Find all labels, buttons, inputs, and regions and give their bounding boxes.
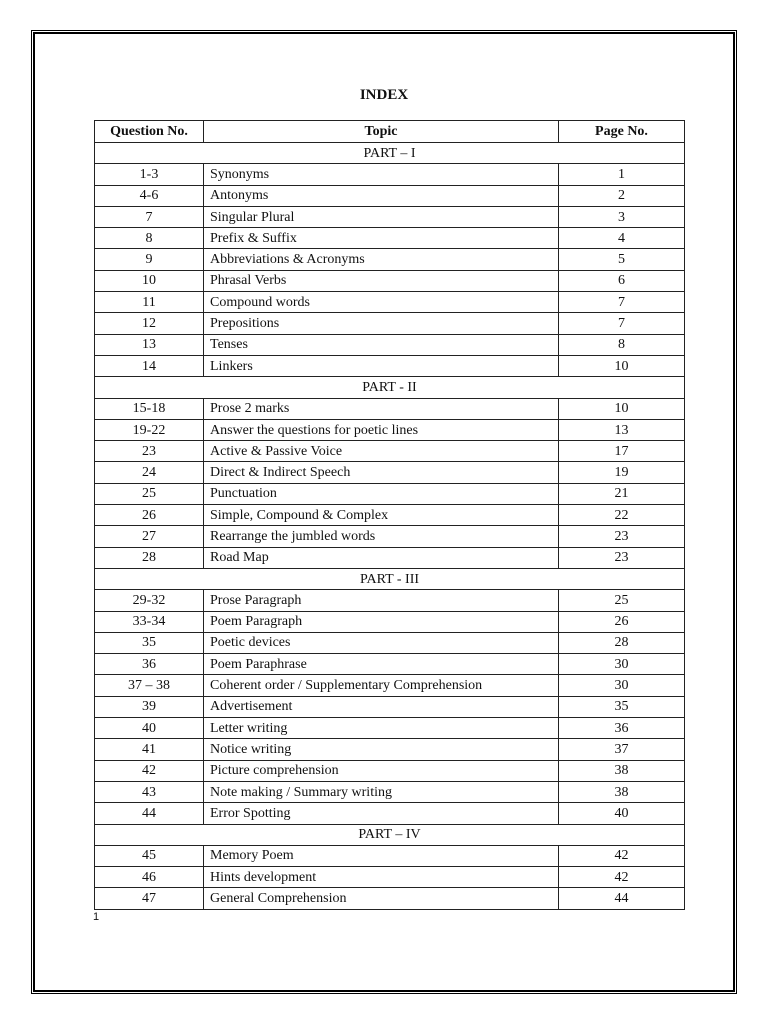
question-no-cell: 27 — [95, 526, 204, 547]
topic-cell: Antonyms — [204, 185, 559, 206]
question-no-cell: 45 — [95, 845, 204, 866]
topic-cell: Poetic devices — [204, 632, 559, 653]
question-no-cell: 41 — [95, 739, 204, 760]
part-heading: PART – I — [95, 143, 685, 164]
topic-cell: Linkers — [204, 355, 559, 376]
question-no-cell: 9 — [95, 249, 204, 270]
page-no-cell: 30 — [559, 675, 685, 696]
page-no-cell: 4 — [559, 228, 685, 249]
question-no-cell: 19-22 — [95, 419, 204, 440]
index-table — [94, 120, 685, 910]
page-no-cell: 37 — [559, 739, 685, 760]
table-row — [95, 462, 685, 483]
table-row — [95, 206, 685, 227]
table-row — [95, 867, 685, 888]
question-no-cell: 29-32 — [95, 590, 204, 611]
question-no-cell: 10 — [95, 270, 204, 291]
topic-cell: Active & Passive Voice — [204, 441, 559, 462]
page-no-cell: 6 — [559, 270, 685, 291]
topic-cell: Memory Poem — [204, 845, 559, 866]
topic-cell: Tenses — [204, 334, 559, 355]
page-no-cell: 17 — [559, 441, 685, 462]
page-no-cell: 3 — [559, 206, 685, 227]
topic-cell: Direct & Indirect Speech — [204, 462, 559, 483]
page-no-cell: 1 — [559, 164, 685, 185]
header-row — [95, 121, 685, 143]
page-no-cell: 25 — [559, 590, 685, 611]
question-no-cell: 8 — [95, 228, 204, 249]
part-heading: PART – IV — [95, 824, 685, 845]
page-no-cell: 26 — [559, 611, 685, 632]
table-row — [95, 547, 685, 568]
table-row — [95, 696, 685, 717]
topic-cell: Prepositions — [204, 313, 559, 334]
question-no-cell: 24 — [95, 462, 204, 483]
part-row — [95, 568, 685, 589]
table-row — [95, 632, 685, 653]
page-no-cell: 38 — [559, 781, 685, 802]
question-no-cell: 43 — [95, 781, 204, 802]
table-row — [95, 355, 685, 376]
topic-cell: Prose 2 marks — [204, 398, 559, 419]
table-row — [95, 739, 685, 760]
question-no-cell: 14 — [95, 355, 204, 376]
topic-cell: Error Spotting — [204, 803, 559, 824]
table-row — [95, 419, 685, 440]
page-no-cell: 23 — [559, 547, 685, 568]
table-row — [95, 228, 685, 249]
page-no-cell: 19 — [559, 462, 685, 483]
question-no-cell: 36 — [95, 654, 204, 675]
part-heading: PART - III — [95, 568, 685, 589]
page-no-cell: 7 — [559, 292, 685, 313]
table-row — [95, 781, 685, 802]
question-no-header: Question No. — [95, 121, 204, 143]
topic-cell: Coherent order / Supplementary Comprehension — [204, 675, 559, 696]
part-row — [95, 824, 685, 845]
question-no-cell: 12 — [95, 313, 204, 334]
page-no-cell: 2 — [559, 185, 685, 206]
page-no-cell: 36 — [559, 718, 685, 739]
topic-cell: Prefix & Suffix — [204, 228, 559, 249]
question-no-cell: 39 — [95, 696, 204, 717]
table-row — [95, 505, 685, 526]
table-row — [95, 718, 685, 739]
topic-cell: Advertisement — [204, 696, 559, 717]
index-body — [95, 143, 685, 910]
question-no-cell: 25 — [95, 483, 204, 504]
page-title: INDEX — [359, 87, 409, 103]
topic-cell: Answer the questions for poetic lines — [204, 419, 559, 440]
topic-cell: General Comprehension — [204, 888, 559, 909]
page-no-cell: 44 — [559, 888, 685, 909]
table-row — [95, 803, 685, 824]
page-no-cell: 7 — [559, 313, 685, 334]
table-row — [95, 483, 685, 504]
question-no-cell: 33-34 — [95, 611, 204, 632]
page-no-cell: 30 — [559, 654, 685, 675]
table-row — [95, 888, 685, 909]
table-row — [95, 611, 685, 632]
table-row — [95, 398, 685, 419]
page-no-cell: 5 — [559, 249, 685, 270]
question-no-cell: 42 — [95, 760, 204, 781]
question-no-cell: 37 – 38 — [95, 675, 204, 696]
page-no-cell: 8 — [559, 334, 685, 355]
topic-header: Topic — [204, 121, 559, 143]
topic-cell: Note making / Summary writing — [204, 781, 559, 802]
table-row — [95, 590, 685, 611]
topic-cell: Letter writing — [204, 718, 559, 739]
question-no-cell: 11 — [95, 292, 204, 313]
question-no-cell: 23 — [95, 441, 204, 462]
question-no-cell: 13 — [95, 334, 204, 355]
topic-cell: Hints development — [204, 867, 559, 888]
topic-cell: Phrasal Verbs — [204, 270, 559, 291]
table-row — [95, 334, 685, 355]
table-row — [95, 760, 685, 781]
page-no-cell: 35 — [559, 696, 685, 717]
question-no-cell: 1-3 — [95, 164, 204, 185]
table-row — [95, 270, 685, 291]
table-row — [95, 441, 685, 462]
table-row — [95, 845, 685, 866]
part-row — [95, 377, 685, 398]
page-no-cell: 38 — [559, 760, 685, 781]
page-no-cell: 40 — [559, 803, 685, 824]
table-row — [95, 249, 685, 270]
question-no-cell: 35 — [95, 632, 204, 653]
page-no-cell: 22 — [559, 505, 685, 526]
part-row — [95, 143, 685, 164]
topic-cell: Poem Paragraph — [204, 611, 559, 632]
question-no-cell: 15-18 — [95, 398, 204, 419]
question-no-cell: 46 — [95, 867, 204, 888]
topic-cell: Abbreviations & Acronyms — [204, 249, 559, 270]
question-no-cell: 47 — [95, 888, 204, 909]
topic-cell: Simple, Compound & Complex — [204, 505, 559, 526]
table-row — [95, 185, 685, 206]
topic-cell: Rearrange the jumbled words — [204, 526, 559, 547]
table-row — [95, 675, 685, 696]
question-no-cell: 7 — [95, 206, 204, 227]
topic-cell: Road Map — [204, 547, 559, 568]
table-row — [95, 164, 685, 185]
page-no-header: Page No. — [559, 121, 685, 143]
page-no-cell: 13 — [559, 419, 685, 440]
topic-cell: Punctuation — [204, 483, 559, 504]
page-no-cell: 10 — [559, 398, 685, 419]
question-no-cell: 28 — [95, 547, 204, 568]
topic-cell: Notice writing — [204, 739, 559, 760]
topic-cell: Picture comprehension — [204, 760, 559, 781]
table-row — [95, 313, 685, 334]
question-no-cell: 26 — [95, 505, 204, 526]
page-no-cell: 23 — [559, 526, 685, 547]
table-row — [95, 526, 685, 547]
topic-cell: Synonyms — [204, 164, 559, 185]
page-no-cell: 42 — [559, 845, 685, 866]
topic-cell: Compound words — [204, 292, 559, 313]
question-no-cell: 40 — [95, 718, 204, 739]
page-no-cell: 42 — [559, 867, 685, 888]
question-no-cell: 44 — [95, 803, 204, 824]
footer-page-number: 1 — [93, 911, 100, 923]
topic-cell: Poem Paraphrase — [204, 654, 559, 675]
table-row — [95, 292, 685, 313]
topic-cell: Singular Plural — [204, 206, 559, 227]
part-heading: PART - II — [95, 377, 685, 398]
question-no-cell: 4-6 — [95, 185, 204, 206]
page-no-cell: 21 — [559, 483, 685, 504]
page-no-cell: 28 — [559, 632, 685, 653]
topic-cell: Prose Paragraph — [204, 590, 559, 611]
table-row — [95, 654, 685, 675]
page-no-cell: 10 — [559, 355, 685, 376]
